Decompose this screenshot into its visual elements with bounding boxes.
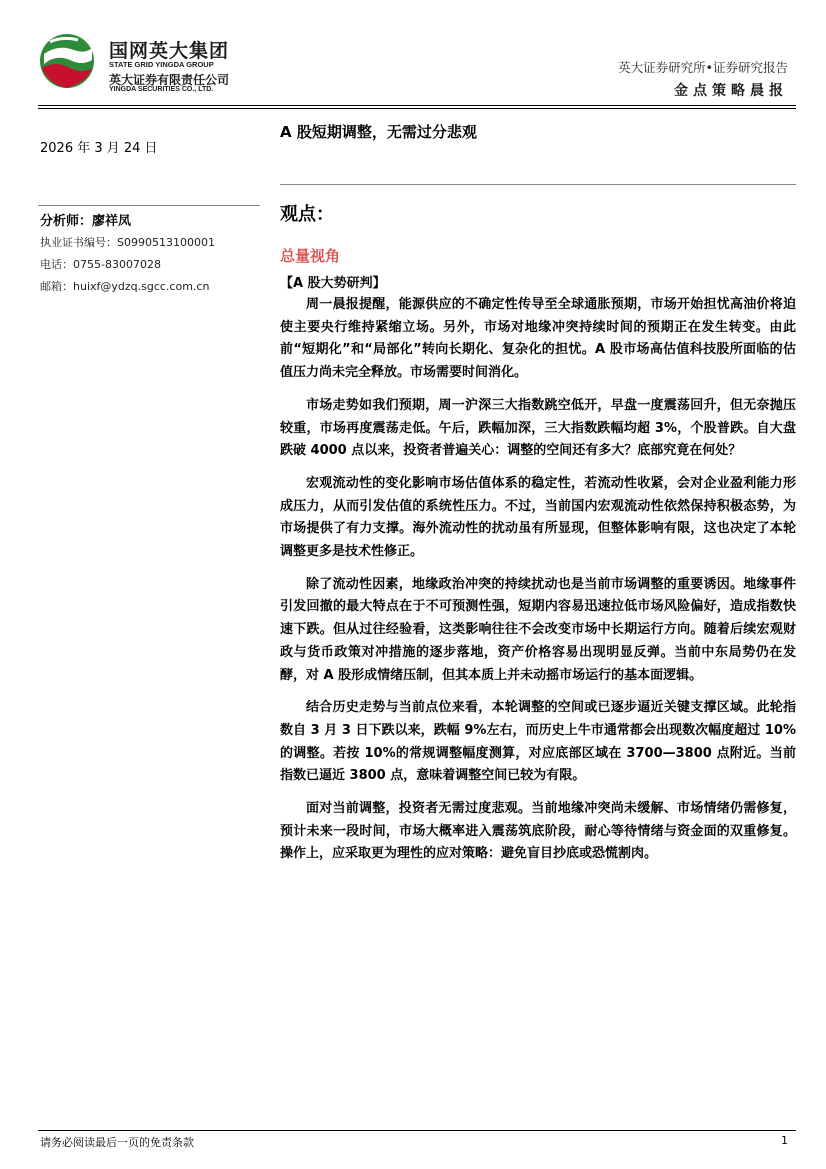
title-divider	[280, 184, 796, 185]
analyst-cert: 执业证书编号：S0990513100001	[40, 236, 215, 249]
report-title: A 股短期调整，无需过分悲观	[280, 123, 477, 141]
securities-name-en: YINGDA SECURITIES CO., LTD.	[109, 86, 214, 93]
company-name-cn: 国网英大集团	[109, 40, 230, 62]
footer-divider	[38, 1130, 796, 1131]
company-name-en: STATE GRID YINGDA GROUP	[109, 60, 214, 69]
analyst-phone: 电话：0755-83007028	[40, 258, 161, 271]
subsection-title: 【A 股大势研判】	[280, 276, 386, 291]
globe-logo-icon	[38, 32, 96, 90]
sidebar-divider	[38, 205, 260, 206]
paragraph: 除了流动性因素，地缘政治冲突的持续扰动也是当前市场调整的重要诱因。地缘事件引发回撤的最大特点在于不可预测性强，短期内容易迅速拉低市场风险偏好，造成指数快速下跌。但从过往经验看，这类影响往往不会改变市场中长期运行方向。随着后续宏观财政与货币政策对冲措施的逐步落地，资产价格容易出现明显反弹。当前中东局势仍在发酵，对 A 股形成情绪压制，但其本质上并未动摇市场运行的基本面逻辑。	[280, 576, 796, 683]
paragraph: 市场走势如我们预期，周一沪深三大指数跳空低开，早盘一度震荡回升，但无奈抛压较重，市场再度震荡走低。午后，跌幅加深，三大指数跌幅均超 3%，个股普跌。自大盘跌破 4000 点以来，投资者普遍关心：调整的空间还有多大？底部究竟在何处？	[280, 397, 796, 459]
analyst-name: 分析师：廖祥凤	[40, 214, 132, 229]
body-text	[280, 294, 796, 876]
section-title: 总量视角	[280, 247, 341, 265]
header-divider-double	[38, 108, 796, 109]
report-date: 2026 年 3 月 24 日	[40, 141, 158, 156]
paragraph: 面对当前调整，投资者无需过度悲观。当前地缘冲突尚未缓解、市场情绪仍需修复，预计未来一段时间，市场大概率进入震荡筑底阶段，耐心等待情绪与资金面的双重修复。操作上，应采取更为理性的应对策略：避免盲目抄底或恐慌割肉。	[280, 801, 796, 862]
analyst-email[interactable]: 邮箱：huixf@ydzq.sgcc.com.cn	[40, 280, 210, 293]
disclaimer-note: 请务必阅读最后一页的免责条款	[40, 1136, 194, 1149]
report-series-title: 金点策略晨报	[674, 83, 788, 99]
header-divider	[38, 105, 796, 106]
securities-name-cn: 英大证券有限责任公司	[109, 73, 230, 87]
research-dept: 英大证券研究所•证券研究报告	[618, 60, 788, 75]
paragraph: 宏观流动性的变化影响市场估值体系的稳定性，若流动性收紧，会对企业盈利能力形成压力，从而引发估值的系统性压力。不过，当前国内宏观流动性依然保持积极态势，为市场提供了有力支撑。海外流动性的扰动虽有所显现，但整体影响有限，这也决定了本轮调整更多是技术性修正。	[280, 475, 796, 560]
section-heading: 观点：	[280, 204, 334, 225]
paragraph: 周一晨报提醒，能源供应的不确定性传导至全球通胀预期，市场开始担忧高油价将迫使主要央行维持紧缩立场。另外，市场对地缘冲突持续时间的预期正在发生转变。由此前“短期化”和“局部化”转向长期化、复杂化的担忧。A 股市场高估值科技股所面临的估值压力尚未完全释放。市场需要时间消化。	[280, 297, 796, 381]
page-number: 1	[781, 1134, 788, 1147]
paragraph: 结合历史走势与当前点位来看，本轮调整的空间或已逐步逼近关键支撑区域。此轮指数自 3 月 3 日下跌以来，跌幅 9%左右，而历史上牛市通常都会出现数次幅度超过 10%的调整。若按 10%的常规调整幅度测算，对应底部区域在 3700—3800 点附近。当前指数已逼近 3800 点，意味着调整空间已较为有限。	[280, 700, 796, 784]
